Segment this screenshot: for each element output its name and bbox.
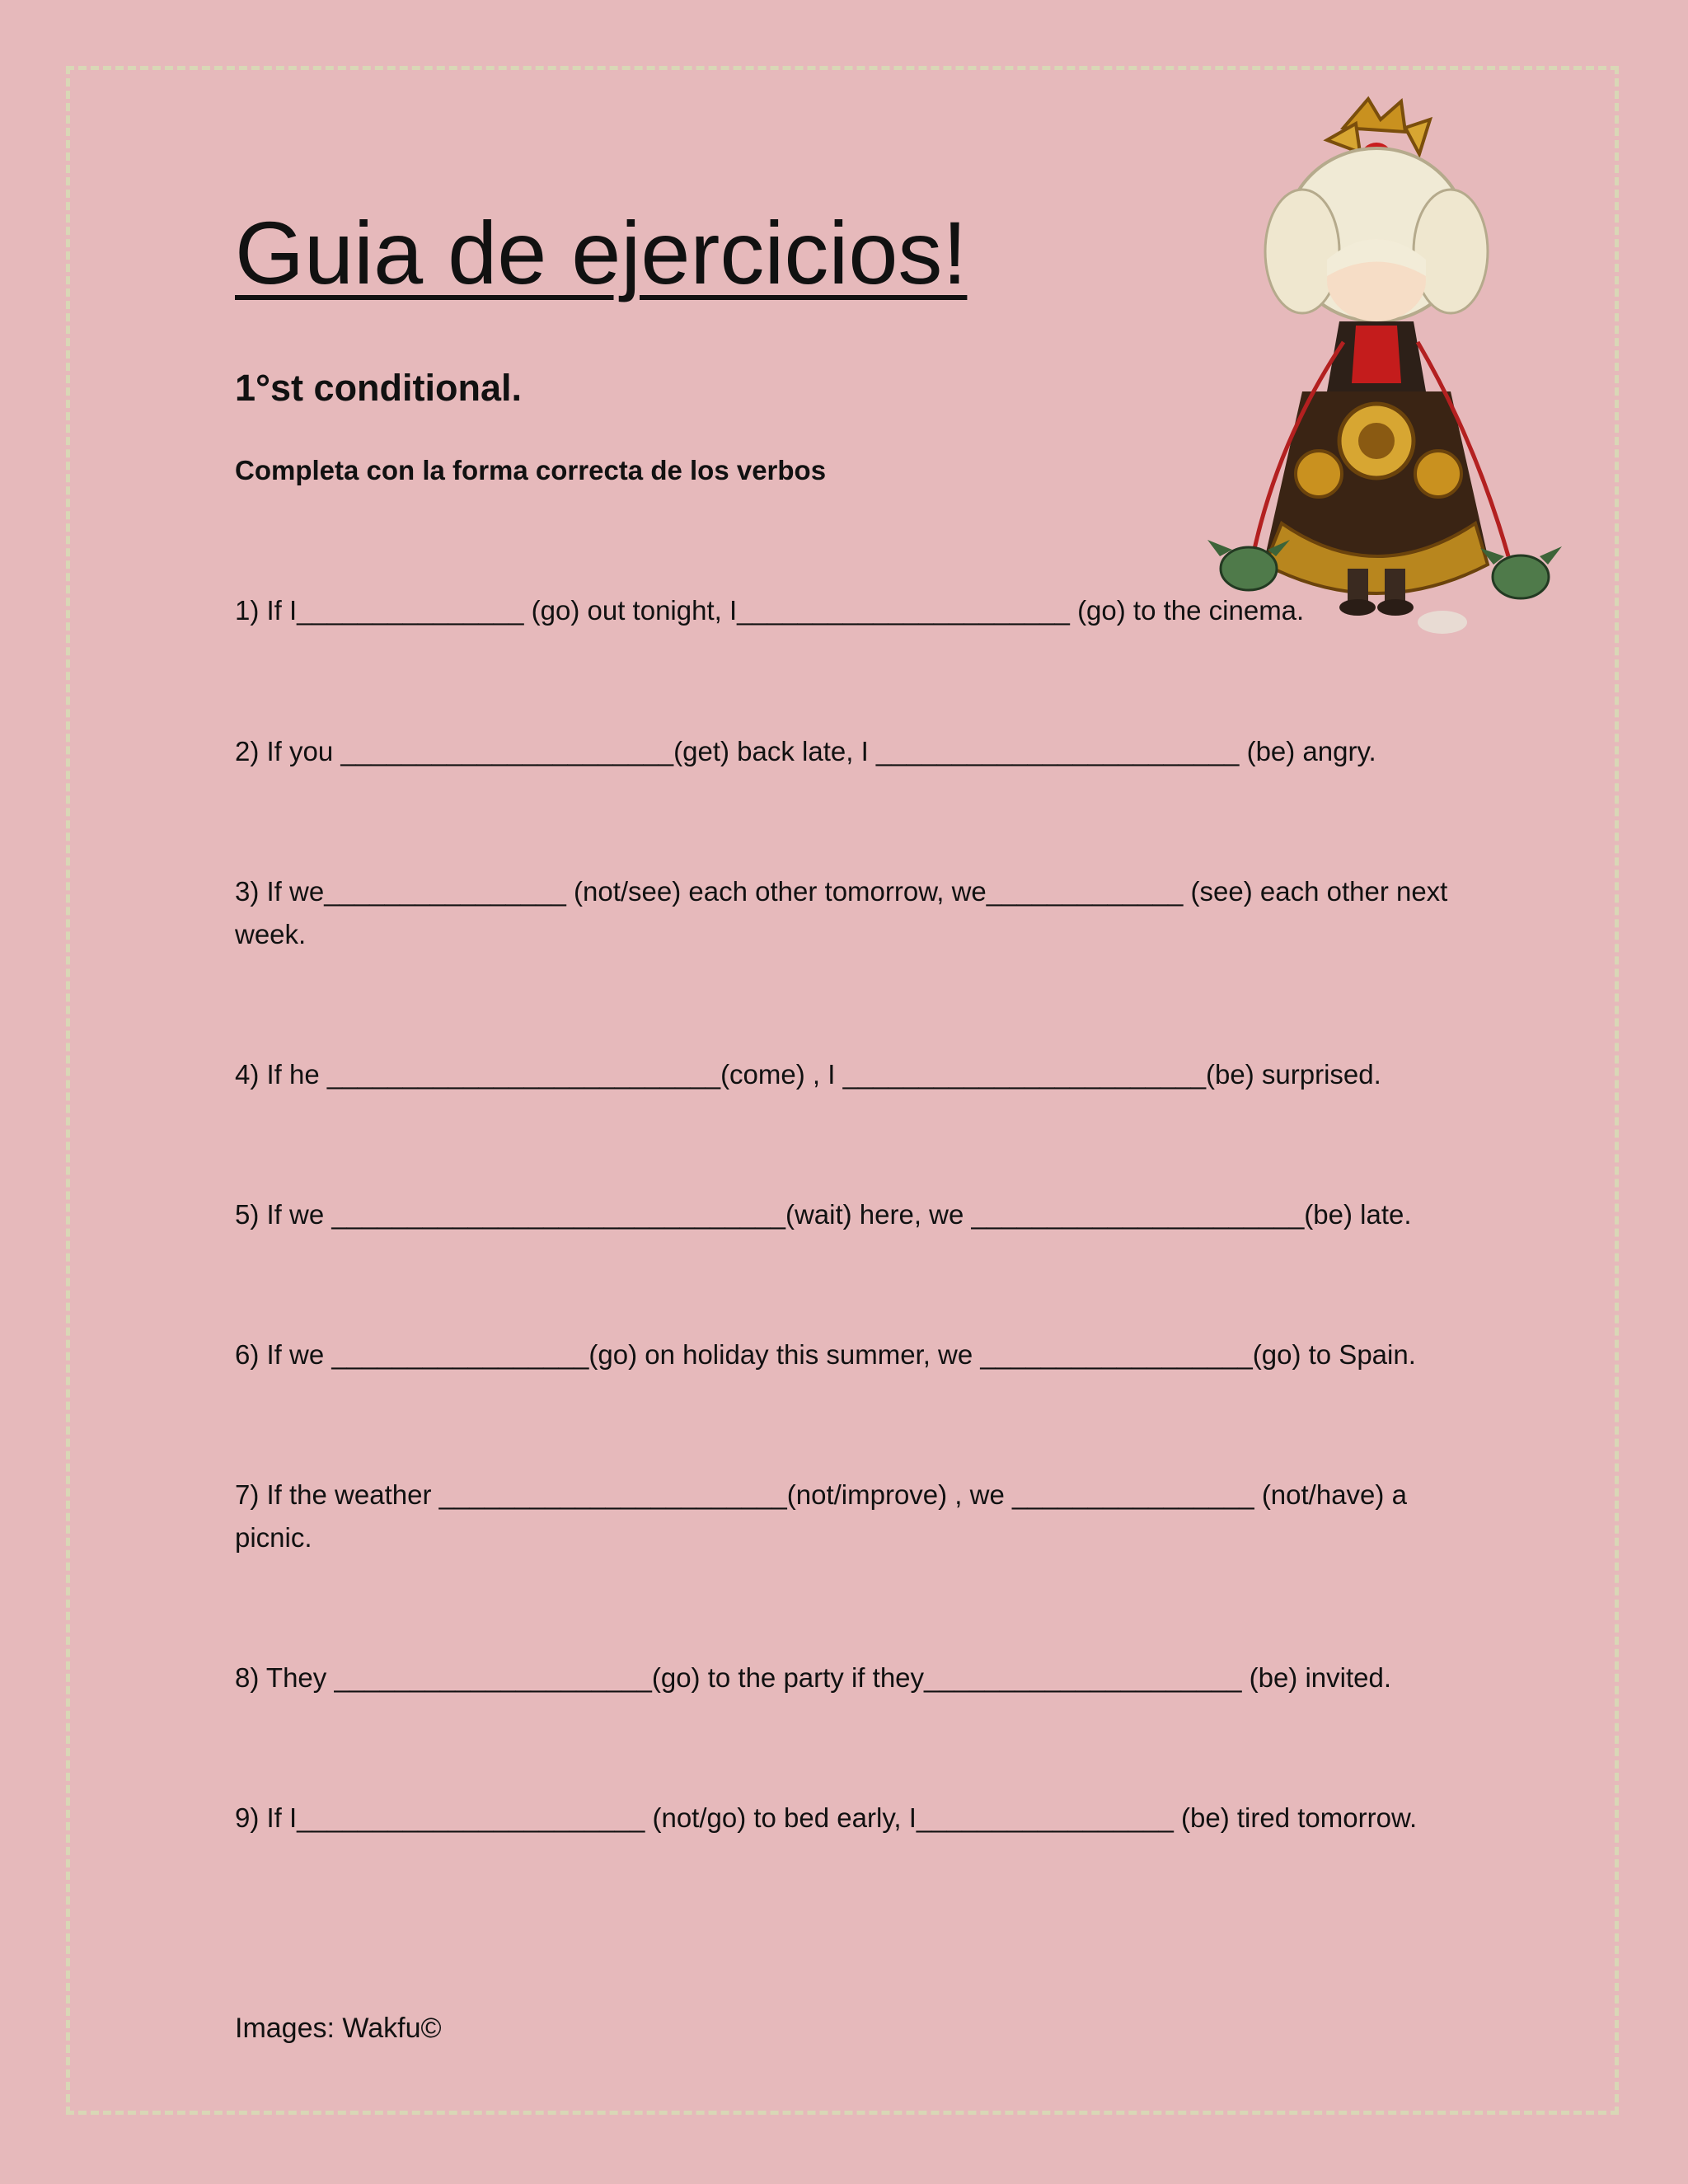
- exercise-item: 7) If the weather _______________________(not/improve) , we ________________ (not/have) a picnic.: [235, 1479, 1407, 1553]
- instruction-text: Completa con la forma correcta de los verbos: [235, 455, 827, 485]
- page-title: Guia de ejercicios!: [235, 203, 968, 302]
- exercise-item: 3) If we________________ (not/see) each other tomorrow, we_____________ (see) each other next week.: [235, 876, 1448, 949]
- section-subtitle: 1°st conditional.: [235, 367, 523, 409]
- character-hair: [1265, 148, 1488, 321]
- exercise-item: 2) If you ______________________(get) back late, I ________________________ (be) angry.: [235, 736, 1376, 766]
- exercise-item: 4) If he __________________________(come) , I ________________________(be) surprised.: [235, 1059, 1381, 1090]
- exercise-item: 9) If I_______________________ (not/go) to bed early, I_________________ (be) tired tomorrow.: [235, 1802, 1418, 1833]
- exercise-item: 5) If we ______________________________(wait) here, we ______________________(be) late.: [235, 1199, 1412, 1230]
- exercise-item: 6) If we _________________(go) on holiday this summer, we __________________(go) to Spain.: [235, 1339, 1416, 1370]
- character-illustration: [1203, 95, 1574, 647]
- exercise-item: 8) They _____________________(go) to the party if they_____________________ (be) invited.: [235, 1662, 1392, 1693]
- character-dress: [1265, 321, 1488, 616]
- exercise-item: 1) If I_______________ (go) out tonight, I______________________ (go) to the cinema.: [235, 595, 1305, 626]
- image-credit: Images: Wakfu©: [235, 2013, 442, 2044]
